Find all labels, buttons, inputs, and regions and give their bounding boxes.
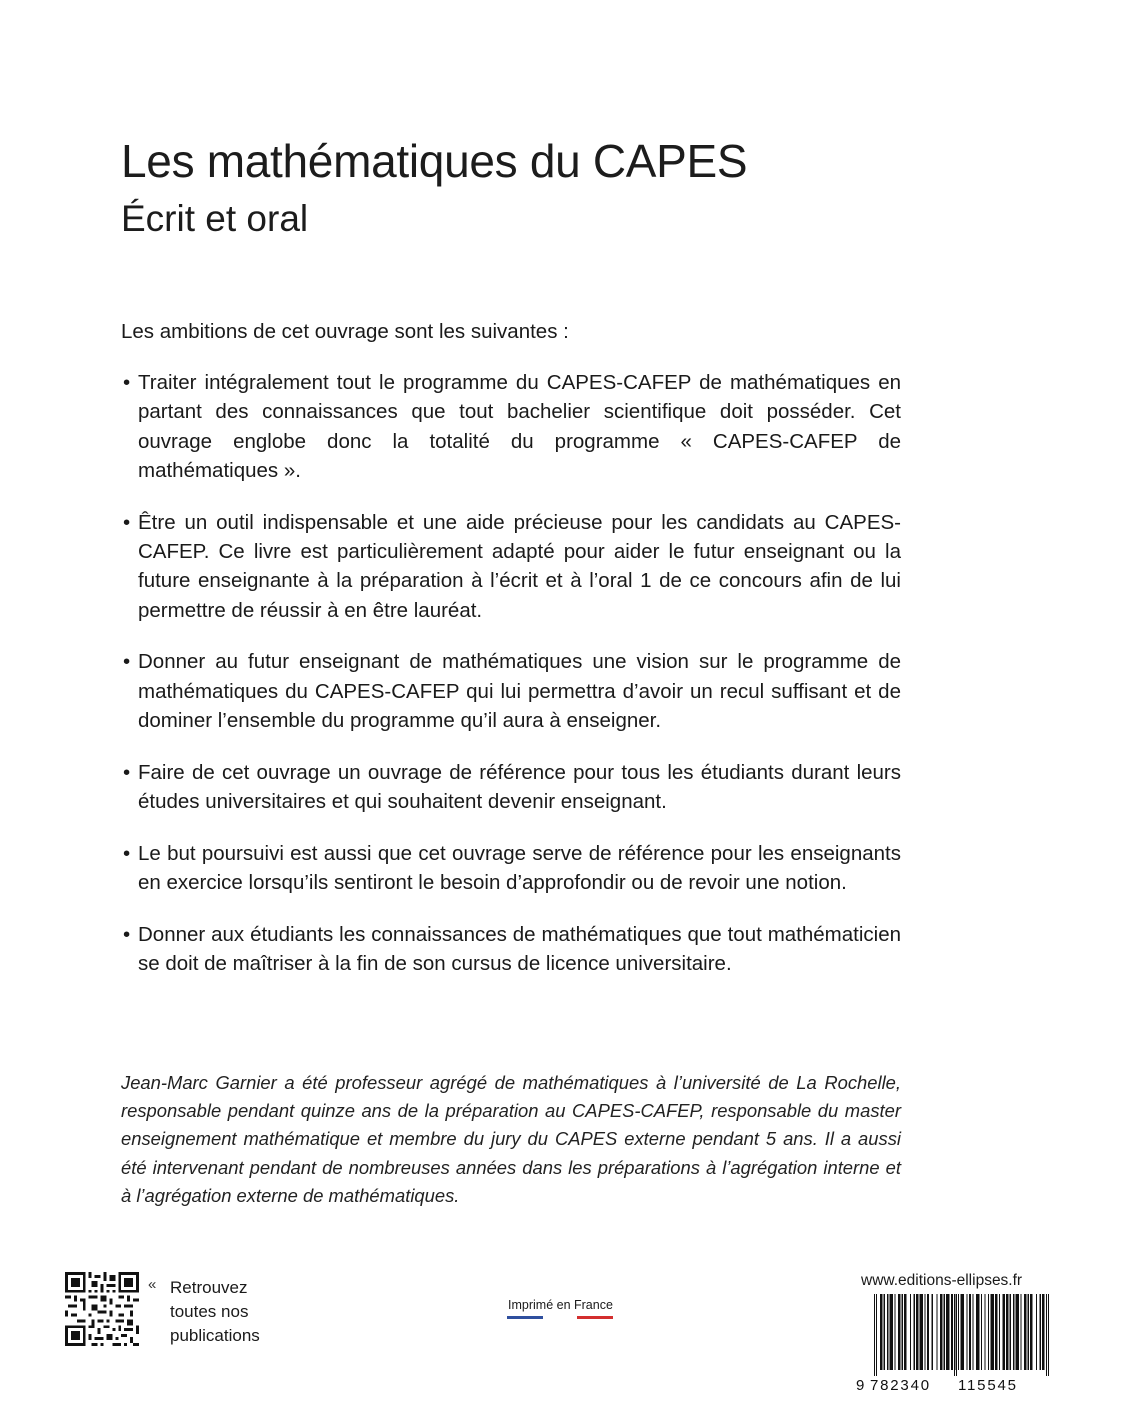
list-item xyxy=(121,508,901,625)
intro-text: Les ambitions de cet ouvrage sont les suivantes : xyxy=(121,320,569,343)
ambitions-list xyxy=(121,368,901,1001)
list-item xyxy=(121,839,901,898)
qr-code-icon[interactable] xyxy=(65,1272,139,1346)
page-title: Les mathématiques du CAPES xyxy=(121,135,748,187)
list-item xyxy=(121,647,901,735)
list-item-text: Faire de cet ouvrage un ouvrage de référence pour tous les étudiants durant leurs études universitaires et qui souhaitent devenir enseignant. xyxy=(138,760,901,814)
list-item-text: Être un outil indispensable et une aide précieuse pour les candidats au CAPES-CAFEP. Ce livre est particulièrement adapté pour aider le futur enseignant ou la future enseignante à la préparation à l’écrit et à l’oral 1 de ce concours afin de lui permettre de réussir à en être lauréat. xyxy=(138,510,901,622)
list-item xyxy=(121,920,901,979)
isbn-digits-right: 115545 xyxy=(958,1377,1018,1394)
bullet-icon: • xyxy=(123,841,131,865)
bullet-icon: • xyxy=(123,371,131,394)
bullet-icon: • xyxy=(123,510,131,534)
chevron-left-icon: « xyxy=(148,1276,157,1293)
barcode-icon xyxy=(856,1294,1052,1394)
list-item-text: Le but poursuivi est aussi que cet ouvrage serve de référence pour les enseignants en exercice lorsqu’ils sentiront le besoin d’approfondir ou de revoir une notion. xyxy=(138,841,901,895)
list-item-text: Traiter intégralement tout le programme du CAPES-CAFEP de mathématiques en partant des connaissances que tout bachelier scientifique doit posséder. Cet ouvrage englobe donc la totalité du programme « CAPES-CAFEP de mathématiques ». xyxy=(138,371,901,482)
isbn-digit-first: 9 xyxy=(856,1377,865,1394)
bullet-icon: • xyxy=(123,922,131,946)
page-subtitle: Écrit et oral xyxy=(121,198,309,239)
list-item-text: Donner aux étudiants les connaissances de mathématiques que tout mathématicien se doit de maîtriser à la fin de son cursus de licence universitaire. xyxy=(138,922,901,976)
publications-link-line: toutes nos xyxy=(170,1302,249,1321)
publications-link-line: publications xyxy=(170,1326,260,1345)
author-bio: Jean-Marc Garnier a été professeur agrégé de mathématiques à l’université de La Rochelle, responsable pendant quinze ans de la préparation au CAPES-CAFEP, responsable du master enseignement mathématique et membre du jury du CAPES externe pendant 5 ans. Il a aussi été intervenant pendant de nombreuses années dans les préparations à l’agrégation interne et à l’agrégation externe de mathématiques. xyxy=(121,1072,901,1206)
publisher-website[interactable]: www.editions-ellipses.fr xyxy=(861,1272,1023,1289)
flag-red-stripe xyxy=(577,1316,613,1319)
list-item-text: Donner au futur enseignant de mathématiques une vision sur le programme de mathématiques du CAPES-CAFEP qui lui permettra d’avoir un recul suffisant et de dominer l’ensemble du programme qu’il aura à enseigner. xyxy=(138,650,901,732)
publications-link-line: Retrouvez xyxy=(170,1278,248,1297)
list-item xyxy=(121,368,901,485)
isbn-digits-left: 782340 xyxy=(870,1377,931,1394)
bullet-icon: • xyxy=(123,760,131,784)
list-item xyxy=(121,758,901,817)
publications-link[interactable] xyxy=(170,1276,260,1348)
printed-in-france-label: Imprimé en France xyxy=(508,1298,613,1312)
bullet-icon: • xyxy=(123,650,131,674)
flag-blue-stripe xyxy=(507,1316,543,1319)
